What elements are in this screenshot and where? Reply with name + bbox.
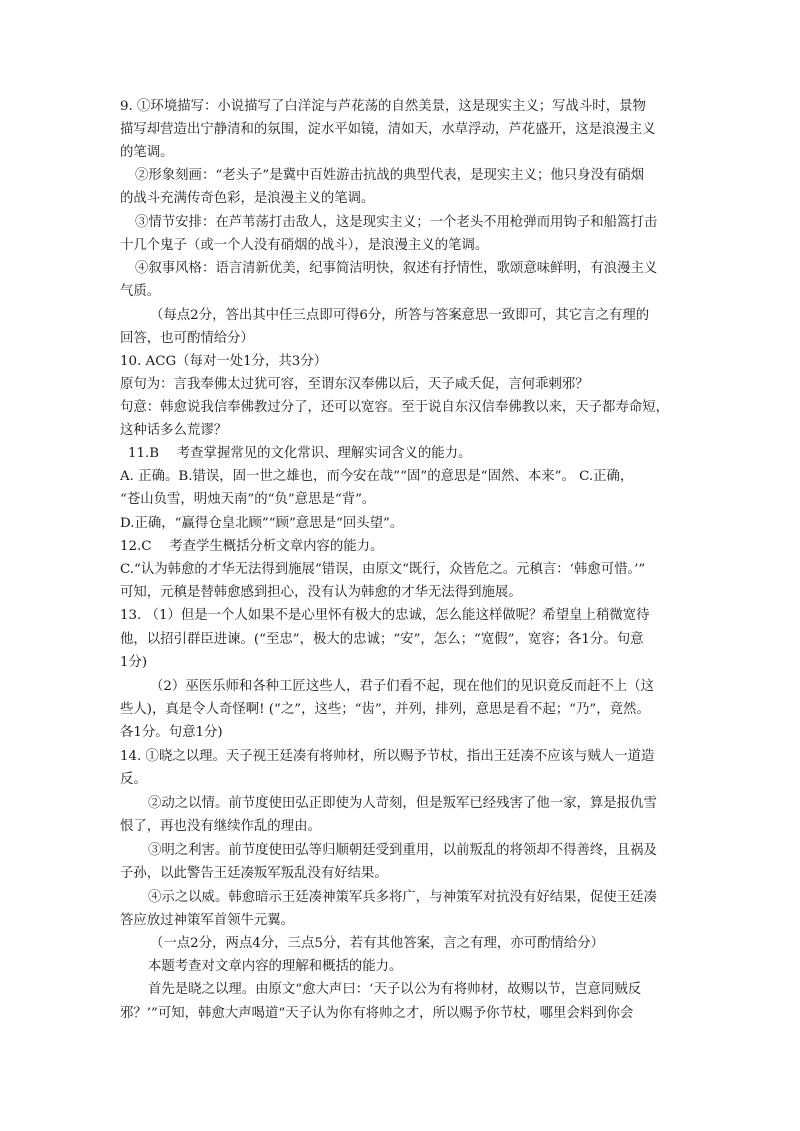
text-line: 可知，元稹是替韩愈感到担心，没有认为韩愈的才华无法得到施展。 — [120, 585, 522, 600]
text-line: 1分) — [120, 655, 148, 670]
text-line: 描写却营造出宁静清和的氛围，淀水平如镜，清如天，水草浮动，芦花盛开，这是浪漫主义 — [120, 122, 656, 137]
text-line: （一点2分，两点4分，三点5分，若有其他答案，言之有理，亦可酌情给分） — [150, 936, 605, 951]
text-line: D.正确，“赢得仓皇北顾”“顾”意思是“回头望”。 — [120, 516, 404, 531]
text-line: 邪？’”可知，韩愈大声喝道“天子认为你有将帅之才，所以赐予你节杖，哪里会料到你会 — [120, 1006, 634, 1021]
text-line: 10. ACG（每对一处1分，共3分） — [120, 354, 328, 369]
text-line: 恨了，再也没有继续作乱的理由。 — [120, 819, 321, 834]
text-line: 各1分。句意1分) — [120, 725, 223, 740]
text-line: A. 正确。B.错误，固一世之雄也，而今安在哉”“固”的意思是“固然、本来”。 C.正确， — [120, 469, 634, 484]
text-line: 13. （1）但是一个人如果不是心里怀有极大的忠诚，怎么能这样做呢？希望皇上稍微宽待 — [120, 608, 650, 623]
text-line: 十几个鬼子（或一个人没有硝烟的战斗），是浪漫主义的笔调。 — [120, 238, 489, 253]
text-line: ③明之利害。前节度使田弘等归顺朝廷受到重用，以前叛乱的将领却不得善终，且祸及 — [148, 843, 657, 858]
text-line: 子孙，以此警告王廷凑叛军叛乱没有好结果。 — [120, 866, 388, 881]
text-line: “苍山负雪，明烛天南”的“负”意思是“背”。 — [120, 492, 376, 507]
text-line: 他，以招引群臣进谏。(“至忠”，极大的忠诚；“安”，怎么；“宽假”，宽容；各1分。句意 — [120, 632, 644, 647]
text-line: 气质。 — [120, 284, 161, 299]
text-line: 的战斗充满传奇色彩，是浪漫主义的笔调。 — [120, 191, 375, 206]
text-line: 些人)，真是令人奇怪啊! (“之”，这些；“齿”，并列，排列，意思是看不起；“乃”，竟然。 — [120, 702, 650, 717]
text-line: C.“认为韩愈的才华无法得到施展”错误，由原文“既行，众皆危之。元稹言：‘韩愈可惜。’” — [120, 562, 646, 577]
text-line: 14. ①晓之以理。天子视王廷凑有将帅材，所以赐予节杖，指出王廷凑不应该与贼人一道造 — [120, 749, 655, 764]
text-line: ③情节安排：在芦苇荡打击敌人，这是现实主义；一个老头不用枪弹而用钩子和船篙打击 — [135, 215, 658, 230]
text-line: ②形象刻画：“老头子”是冀中百姓游击抗战的典型代表，是现实主义；他只身没有硝烟 — [135, 168, 645, 183]
text-line: 反。 — [120, 772, 147, 787]
text-line: 本题考查对文章内容的理解和概括的能力。 — [148, 959, 403, 974]
text-line: 原句为：言我奉佛太过犹可容，至谓东汉奉佛以后，天子咸夭促，言何乖剌邪？ — [120, 377, 589, 392]
text-line: （每点2分，答出其中任三点即可得6分，所答与答案意思一致即可，其它言之有理的 — [150, 308, 650, 323]
text-line: 9. ①环境描写：小说描写了白洋淀与芦花荡的自然美景，这是现实主义；写战斗时，景物 — [120, 99, 646, 114]
text-line: 12.C 考查学生概括分析文章内容的能力。 — [120, 539, 384, 554]
text-line: 首先是晓之以理。由原文“愈大声曰：‘天子以公为有将帅材，故赐以节，岂意同贼反 — [148, 982, 642, 997]
text-line: ④示之以威。韩愈暗示王廷凑神策军兵多将广，与神策军对抗没有好结果，促使王廷凑 — [148, 890, 657, 905]
text-line: 11.B 考查掌握常见的文化常识、理解实词含义的能力。 — [128, 446, 472, 461]
text-line: 句意：韩愈说我信奉佛教过分了，还可以宽容。至于说自东汉信奉佛教以来，天子都寿命短， — [120, 400, 670, 415]
text-line: 这种话多么荒谬？ — [120, 423, 228, 438]
text-line: ④叙事风格：语言清新优美，纪事简洁明快，叙述有抒情性，歌颂意味鲜明，有浪漫主义 — [135, 261, 658, 276]
text-line: 回答，也可酌情给分） — [120, 331, 254, 346]
text-line: 的笔调。 — [120, 145, 174, 160]
text-line: 答应放过神策军首领牛元翼。 — [120, 913, 295, 928]
text-line: ②动之以情。前节度使田弘正即使为人苛刻，但是叛军已经残害了他一家，算是报仇雪 — [148, 796, 657, 811]
text-line: （2）巫医乐师和各种工匠这些人，君子们看不起，现在他们的见识竟反而赶不上（这 — [150, 679, 654, 694]
